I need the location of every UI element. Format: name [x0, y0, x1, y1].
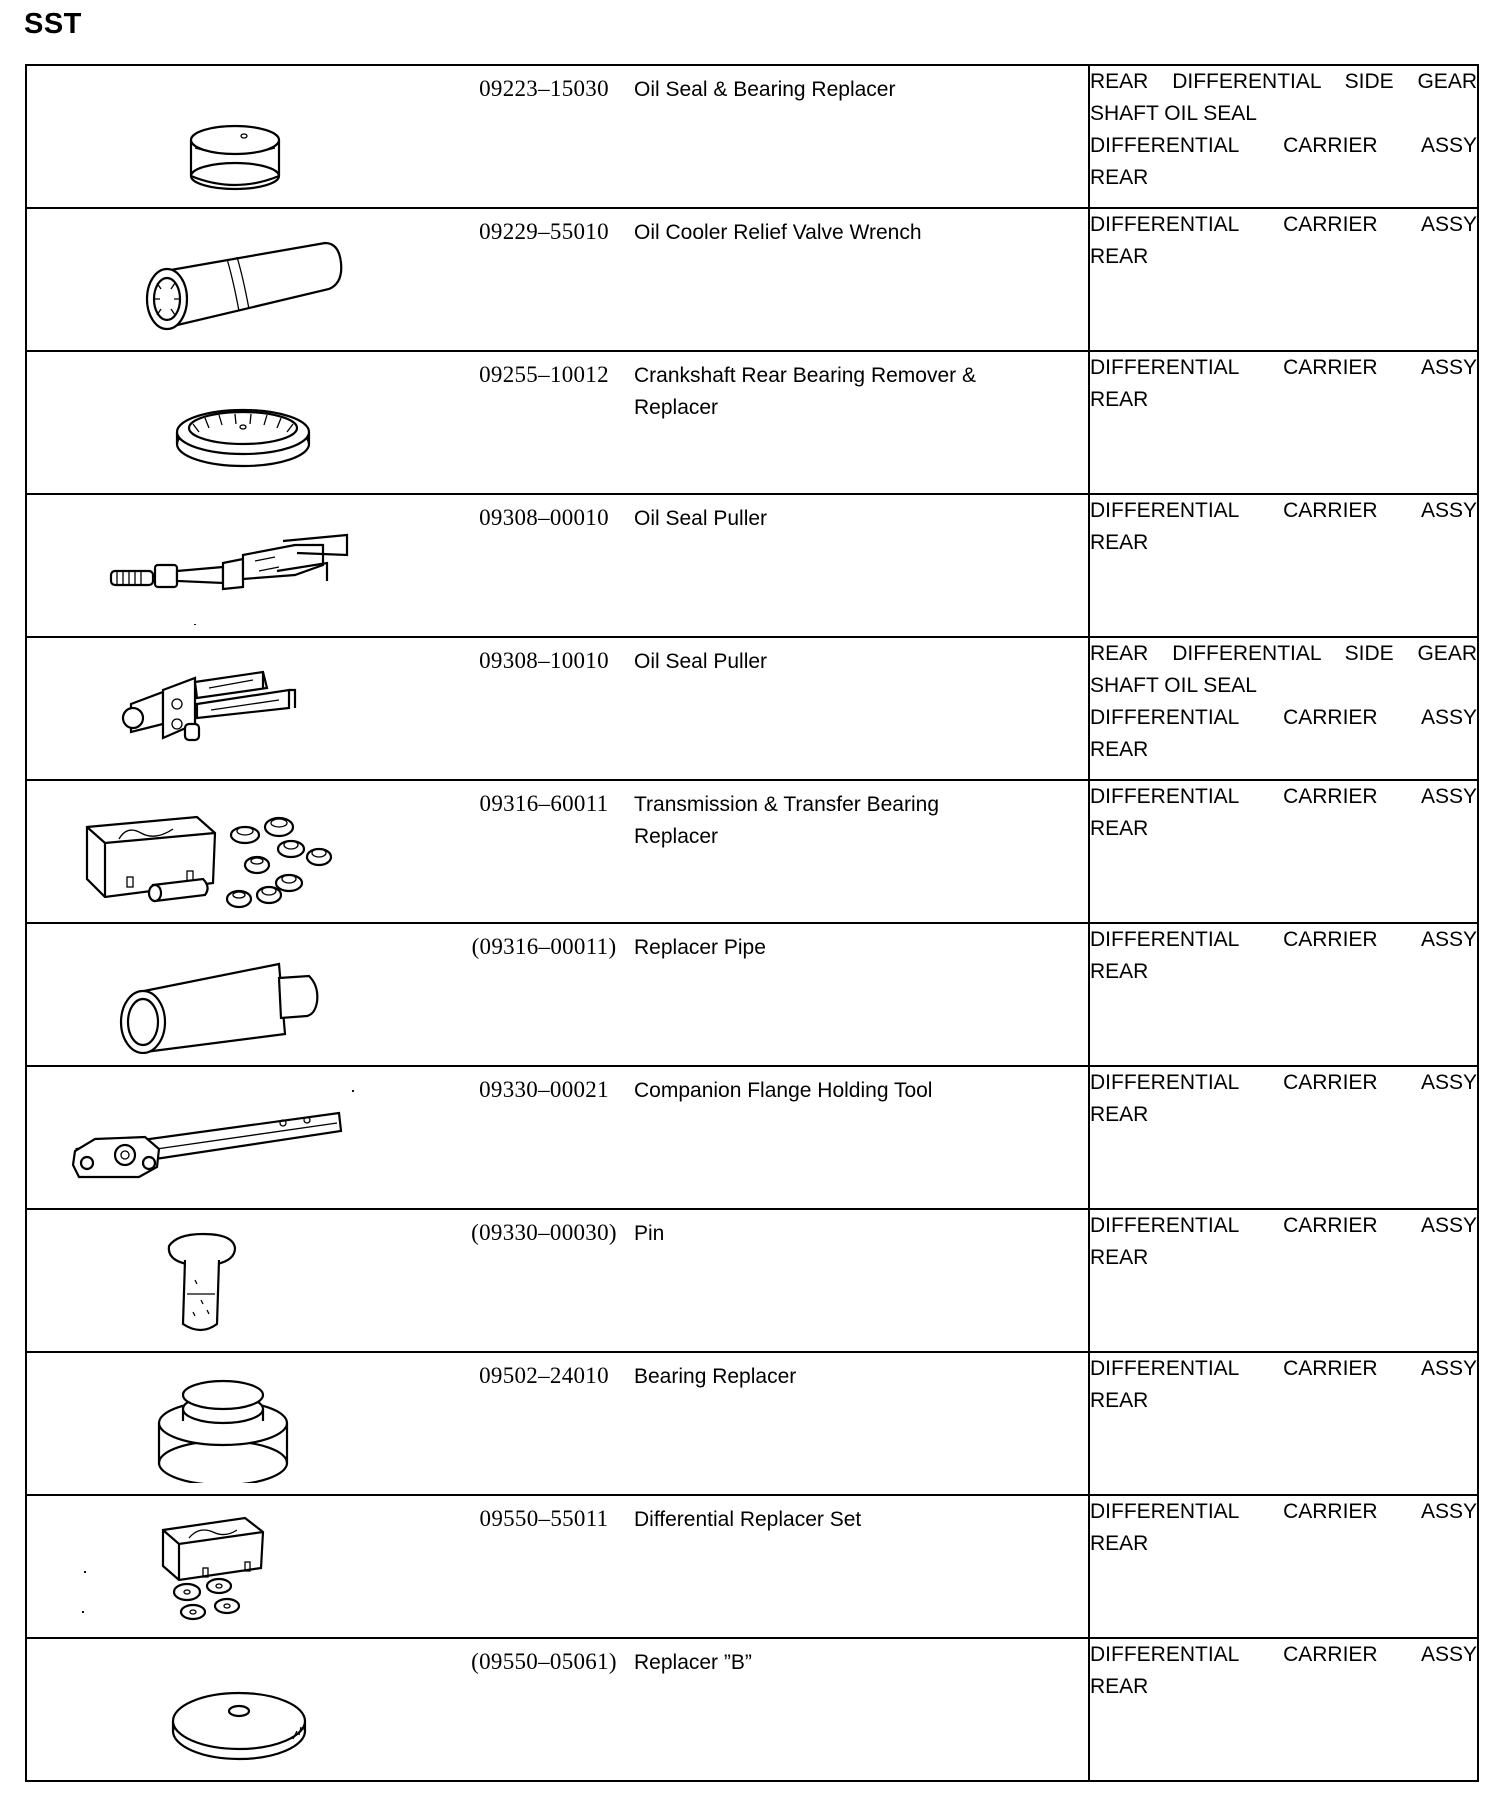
tool-cell	[26, 65, 1089, 208]
usage-cell	[1089, 494, 1478, 637]
usage-cell	[1089, 1066, 1478, 1209]
part-number: 09308–10010	[479, 648, 609, 673]
seal-puller-icon	[47, 648, 427, 768]
usage-text: REAR	[1090, 1246, 1149, 1269]
tool-name: Oil Seal Puller	[634, 650, 768, 673]
usage-text: REAR	[1090, 1532, 1149, 1555]
usage-cell	[1089, 351, 1478, 494]
tool-name: Bearing Replacer	[634, 1365, 797, 1388]
part-number: 09255–10012	[479, 362, 609, 387]
part-number: (09330–00030)	[471, 1220, 617, 1245]
tool-name: Transmission & Transfer Bearing Replacer	[634, 793, 940, 848]
tool-cell	[26, 351, 1089, 494]
table-row	[26, 1638, 1478, 1781]
tool-cell	[26, 208, 1089, 351]
replacer-pipe-icon	[47, 934, 427, 1054]
part-number: (09550–05061)	[471, 1649, 617, 1674]
tool-cell	[26, 1209, 1089, 1352]
usage-cell	[1089, 208, 1478, 351]
tool-cell	[26, 1352, 1089, 1495]
usage-text: REAR DIFFERENTIAL SIDE GEAR	[1090, 642, 1477, 665]
usage-text: DIFFERENTIAL CARRIER ASSY	[1090, 1071, 1477, 1094]
usage-text: DIFFERENTIAL CARRIER ASSY	[1090, 785, 1477, 808]
usage-text: REAR DIFFERENTIAL SIDE GEAR	[1090, 70, 1477, 93]
part-number: 09502–24010	[479, 1363, 609, 1388]
usage-cell	[1089, 637, 1478, 780]
table-row	[26, 1209, 1478, 1352]
table-row	[26, 494, 1478, 637]
usage-cell	[1089, 780, 1478, 923]
usage-text: SHAFT OIL SEAL	[1090, 102, 1257, 125]
tool-cell	[26, 1495, 1089, 1638]
usage-text: REAR	[1090, 960, 1149, 983]
part-number: 09550–55011	[479, 1506, 609, 1531]
tool-name: Crankshaft Rear Bearing Remover & Replacer	[634, 364, 976, 419]
table-row	[26, 351, 1478, 494]
usage-text: DIFFERENTIAL CARRIER ASSY	[1090, 706, 1477, 729]
socket-wrench-icon	[47, 219, 427, 339]
table-row	[26, 208, 1478, 351]
part-number: 09229–55010	[479, 219, 609, 244]
usage-text: REAR	[1090, 817, 1149, 840]
table-row	[26, 65, 1478, 208]
usage-text: DIFFERENTIAL CARRIER ASSY	[1090, 928, 1477, 951]
tool-cell	[26, 494, 1089, 637]
tool-name: Pin	[634, 1222, 665, 1245]
tool-name: Replacer Pipe	[634, 936, 766, 959]
sst-table	[25, 64, 1479, 1782]
flange-holding-bar-icon	[47, 1077, 427, 1197]
usage-cell	[1089, 65, 1478, 208]
replacer-kit-case-icon	[47, 791, 427, 911]
usage-text: REAR	[1090, 738, 1149, 761]
tool-name: Differential Replacer Set	[634, 1508, 862, 1531]
usage-text: DIFFERENTIAL CARRIER ASSY	[1090, 134, 1477, 157]
usage-text: SHAFT OIL SEAL	[1090, 674, 1257, 697]
usage-text: DIFFERENTIAL CARRIER ASSY	[1090, 499, 1477, 522]
usage-text: REAR	[1090, 245, 1149, 268]
bearing-remover-disc-icon	[47, 362, 427, 482]
usage-text: REAR	[1090, 388, 1149, 411]
part-number: 09223–15030	[479, 76, 609, 101]
tool-name: Oil Cooler Relief Valve Wrench	[634, 221, 922, 244]
part-number: 09330–00021	[479, 1077, 609, 1102]
table-row	[26, 1495, 1478, 1638]
usage-text: DIFFERENTIAL CARRIER ASSY	[1090, 1500, 1477, 1523]
tool-name: Replacer ”B”	[634, 1651, 752, 1674]
tool-cell	[26, 1638, 1089, 1781]
usage-text: DIFFERENTIAL CARRIER ASSY	[1090, 356, 1477, 379]
usage-text: REAR	[1090, 1389, 1149, 1412]
pin-icon	[47, 1220, 427, 1340]
usage-cell	[1089, 1209, 1478, 1352]
bearing-replacer-icon	[47, 1363, 427, 1483]
usage-text: DIFFERENTIAL CARRIER ASSY	[1090, 1357, 1477, 1380]
usage-text: REAR	[1090, 1675, 1149, 1698]
usage-text: DIFFERENTIAL CARRIER ASSY	[1090, 1643, 1477, 1666]
tool-name: Oil Seal Puller	[634, 507, 768, 530]
tool-cell	[26, 1066, 1089, 1209]
usage-text: DIFFERENTIAL CARRIER ASSY	[1090, 1214, 1477, 1237]
tool-cell	[26, 637, 1089, 780]
usage-text: REAR	[1090, 166, 1149, 189]
tool-cell	[26, 923, 1089, 1066]
table-row	[26, 1066, 1478, 1209]
usage-text: DIFFERENTIAL CARRIER ASSY	[1090, 213, 1477, 236]
usage-cell	[1089, 1638, 1478, 1781]
part-number: (09316–00011)	[471, 934, 617, 959]
tool-name: Oil Seal & Bearing Replacer	[634, 78, 896, 101]
usage-cell	[1089, 923, 1478, 1066]
tool-cell	[26, 780, 1089, 923]
replacer-set-case-icon	[47, 1506, 427, 1626]
usage-text: REAR	[1090, 1103, 1149, 1126]
usage-text: REAR	[1090, 531, 1149, 554]
part-number: 09308–00010	[479, 505, 609, 530]
usage-cell	[1089, 1495, 1478, 1638]
seal-replacer-cup-icon	[47, 76, 427, 196]
page-title: SST	[24, 8, 82, 40]
part-number: 09316–60011	[479, 791, 609, 816]
slide-hammer-puller-icon	[47, 505, 427, 625]
usage-cell	[1089, 1352, 1478, 1495]
table-row	[26, 780, 1478, 923]
table-row	[26, 1352, 1478, 1495]
table-row	[26, 637, 1478, 780]
tool-name: Companion Flange Holding Tool	[634, 1079, 933, 1102]
table-row	[26, 923, 1478, 1066]
replacer-b-disc-icon	[47, 1649, 427, 1769]
